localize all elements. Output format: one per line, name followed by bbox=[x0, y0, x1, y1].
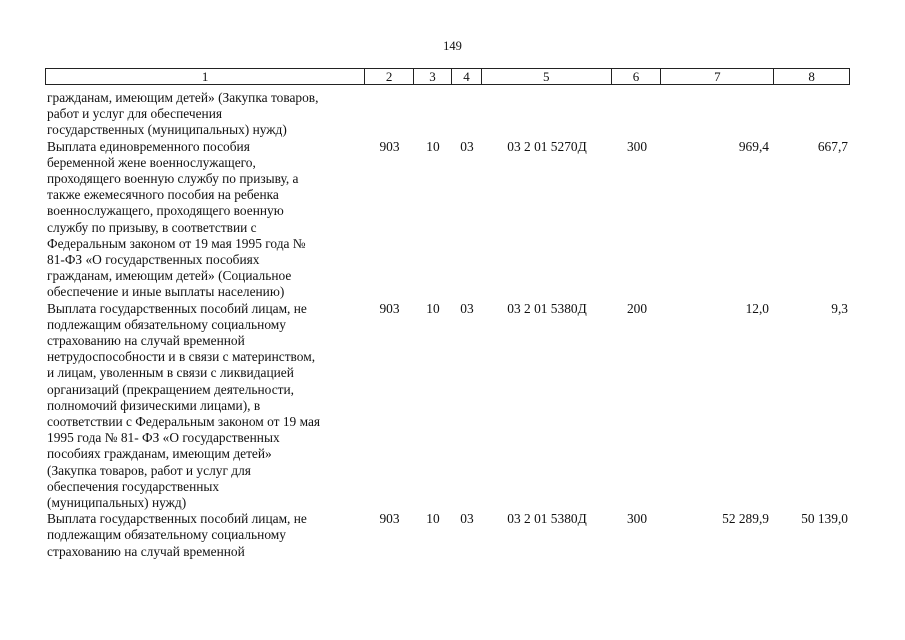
column-header-2: 2 bbox=[365, 69, 414, 84]
description-line: организаций (прекращением деятельности, bbox=[47, 381, 295, 397]
description-line: военнослужащего, проходящего военную bbox=[47, 203, 284, 219]
table-body bbox=[45, 90, 850, 560]
group-code: 03 bbox=[460, 138, 474, 154]
expense-type: 300 bbox=[626, 138, 648, 154]
target-article: 03 2 01 5380Д bbox=[507, 300, 587, 316]
row-description bbox=[45, 301, 365, 512]
amount-col8: 9,3 bbox=[831, 300, 848, 316]
amount-col8: 50 139,0 bbox=[801, 511, 848, 527]
description-line: Федеральным законом от 19 мая 1995 года № bbox=[47, 235, 306, 251]
expense-type: 300 bbox=[626, 511, 648, 527]
section-code: 903 bbox=[379, 511, 400, 527]
description-line: работ и услуг для обеспечения bbox=[47, 106, 223, 122]
column-header-4: 4 bbox=[452, 69, 482, 84]
description-line: также ежемесячного пособия на ребенка bbox=[47, 187, 279, 203]
subsection-code: 10 bbox=[426, 138, 440, 154]
section-code: 903 bbox=[379, 300, 400, 316]
group-code: 03 bbox=[460, 511, 474, 527]
description-line: 1995 года № 81- ФЗ «О государственных bbox=[47, 430, 280, 446]
description-line: подлежащим обязательному социальному bbox=[47, 527, 286, 543]
row-description bbox=[45, 90, 365, 139]
subsection-code: 10 bbox=[426, 300, 440, 316]
target-article: 03 2 01 5380Д bbox=[507, 511, 587, 527]
description-line: службу по призыву, в соответствии с bbox=[47, 219, 257, 235]
row-description bbox=[45, 511, 365, 560]
row-description bbox=[45, 139, 365, 301]
description-line: обеспечения государственных bbox=[47, 478, 220, 494]
description-line: гражданам, имеющим детей» (Социальное bbox=[47, 268, 292, 284]
table-header-row bbox=[45, 68, 850, 85]
description-line: и лицам, уволенным в связи с ликвидацией bbox=[47, 365, 294, 381]
description-line: пособиях гражданам, имеющим детей» bbox=[47, 446, 272, 462]
group-code: 03 bbox=[460, 300, 474, 316]
section-code: 903 bbox=[379, 138, 400, 154]
description-line: подлежащим обязательному социальному bbox=[47, 316, 286, 332]
table-row bbox=[45, 511, 850, 560]
description-line: гражданам, имеющим детей» (Закупка товаров, bbox=[47, 90, 319, 105]
table-row bbox=[45, 301, 850, 512]
column-header-7: 7 bbox=[661, 69, 774, 84]
table-row bbox=[45, 90, 850, 139]
amount-col7: 969,4 bbox=[738, 138, 769, 154]
description-line: проходящего военную службу по призыву, а bbox=[47, 171, 299, 187]
description-line: полномочий физическими лицами), в bbox=[47, 397, 261, 413]
amount-col8: 667,7 bbox=[817, 138, 848, 154]
column-header-6: 6 bbox=[612, 69, 662, 84]
description-line: Выплата единовременного пособия bbox=[47, 138, 250, 154]
column-header-5: 5 bbox=[482, 69, 612, 84]
amount-col7: 12,0 bbox=[745, 300, 769, 316]
description-line: страхованию на случай временной bbox=[47, 333, 245, 349]
description-line: государственных (муниципальных) нужд) bbox=[47, 122, 287, 138]
description-line: Выплата государственных пособий лицам, не bbox=[47, 511, 307, 527]
page-number: 149 bbox=[443, 39, 462, 53]
description-line: соответствии с Федеральным законом от 19 мая bbox=[47, 414, 321, 430]
table-row bbox=[45, 139, 850, 301]
description-line: страхованию на случай временной bbox=[47, 543, 245, 559]
target-article: 03 2 01 5270Д bbox=[507, 138, 587, 154]
expense-type: 200 bbox=[626, 300, 648, 316]
description-line: Выплата государственных пособий лицам, не bbox=[47, 300, 307, 316]
description-line: (муниципальных) нужд) bbox=[47, 495, 187, 511]
column-header-8: 8 bbox=[808, 69, 815, 84]
amount-col7: 52 289,9 bbox=[722, 511, 769, 527]
description-line: (Закупка товаров, работ и услуг для bbox=[47, 462, 251, 478]
subsection-code: 10 bbox=[426, 511, 440, 527]
column-header-1: 1 bbox=[46, 69, 365, 84]
description-line: 81-ФЗ «О государственных пособиях bbox=[47, 252, 260, 268]
description-line: беременной жене военнослужащего, bbox=[47, 154, 256, 170]
column-header-3: 3 bbox=[414, 69, 452, 84]
description-line: обеспечение и иные выплаты населению) bbox=[47, 284, 285, 300]
description-line: нетрудоспособности и в связи с материнством, bbox=[47, 349, 316, 365]
